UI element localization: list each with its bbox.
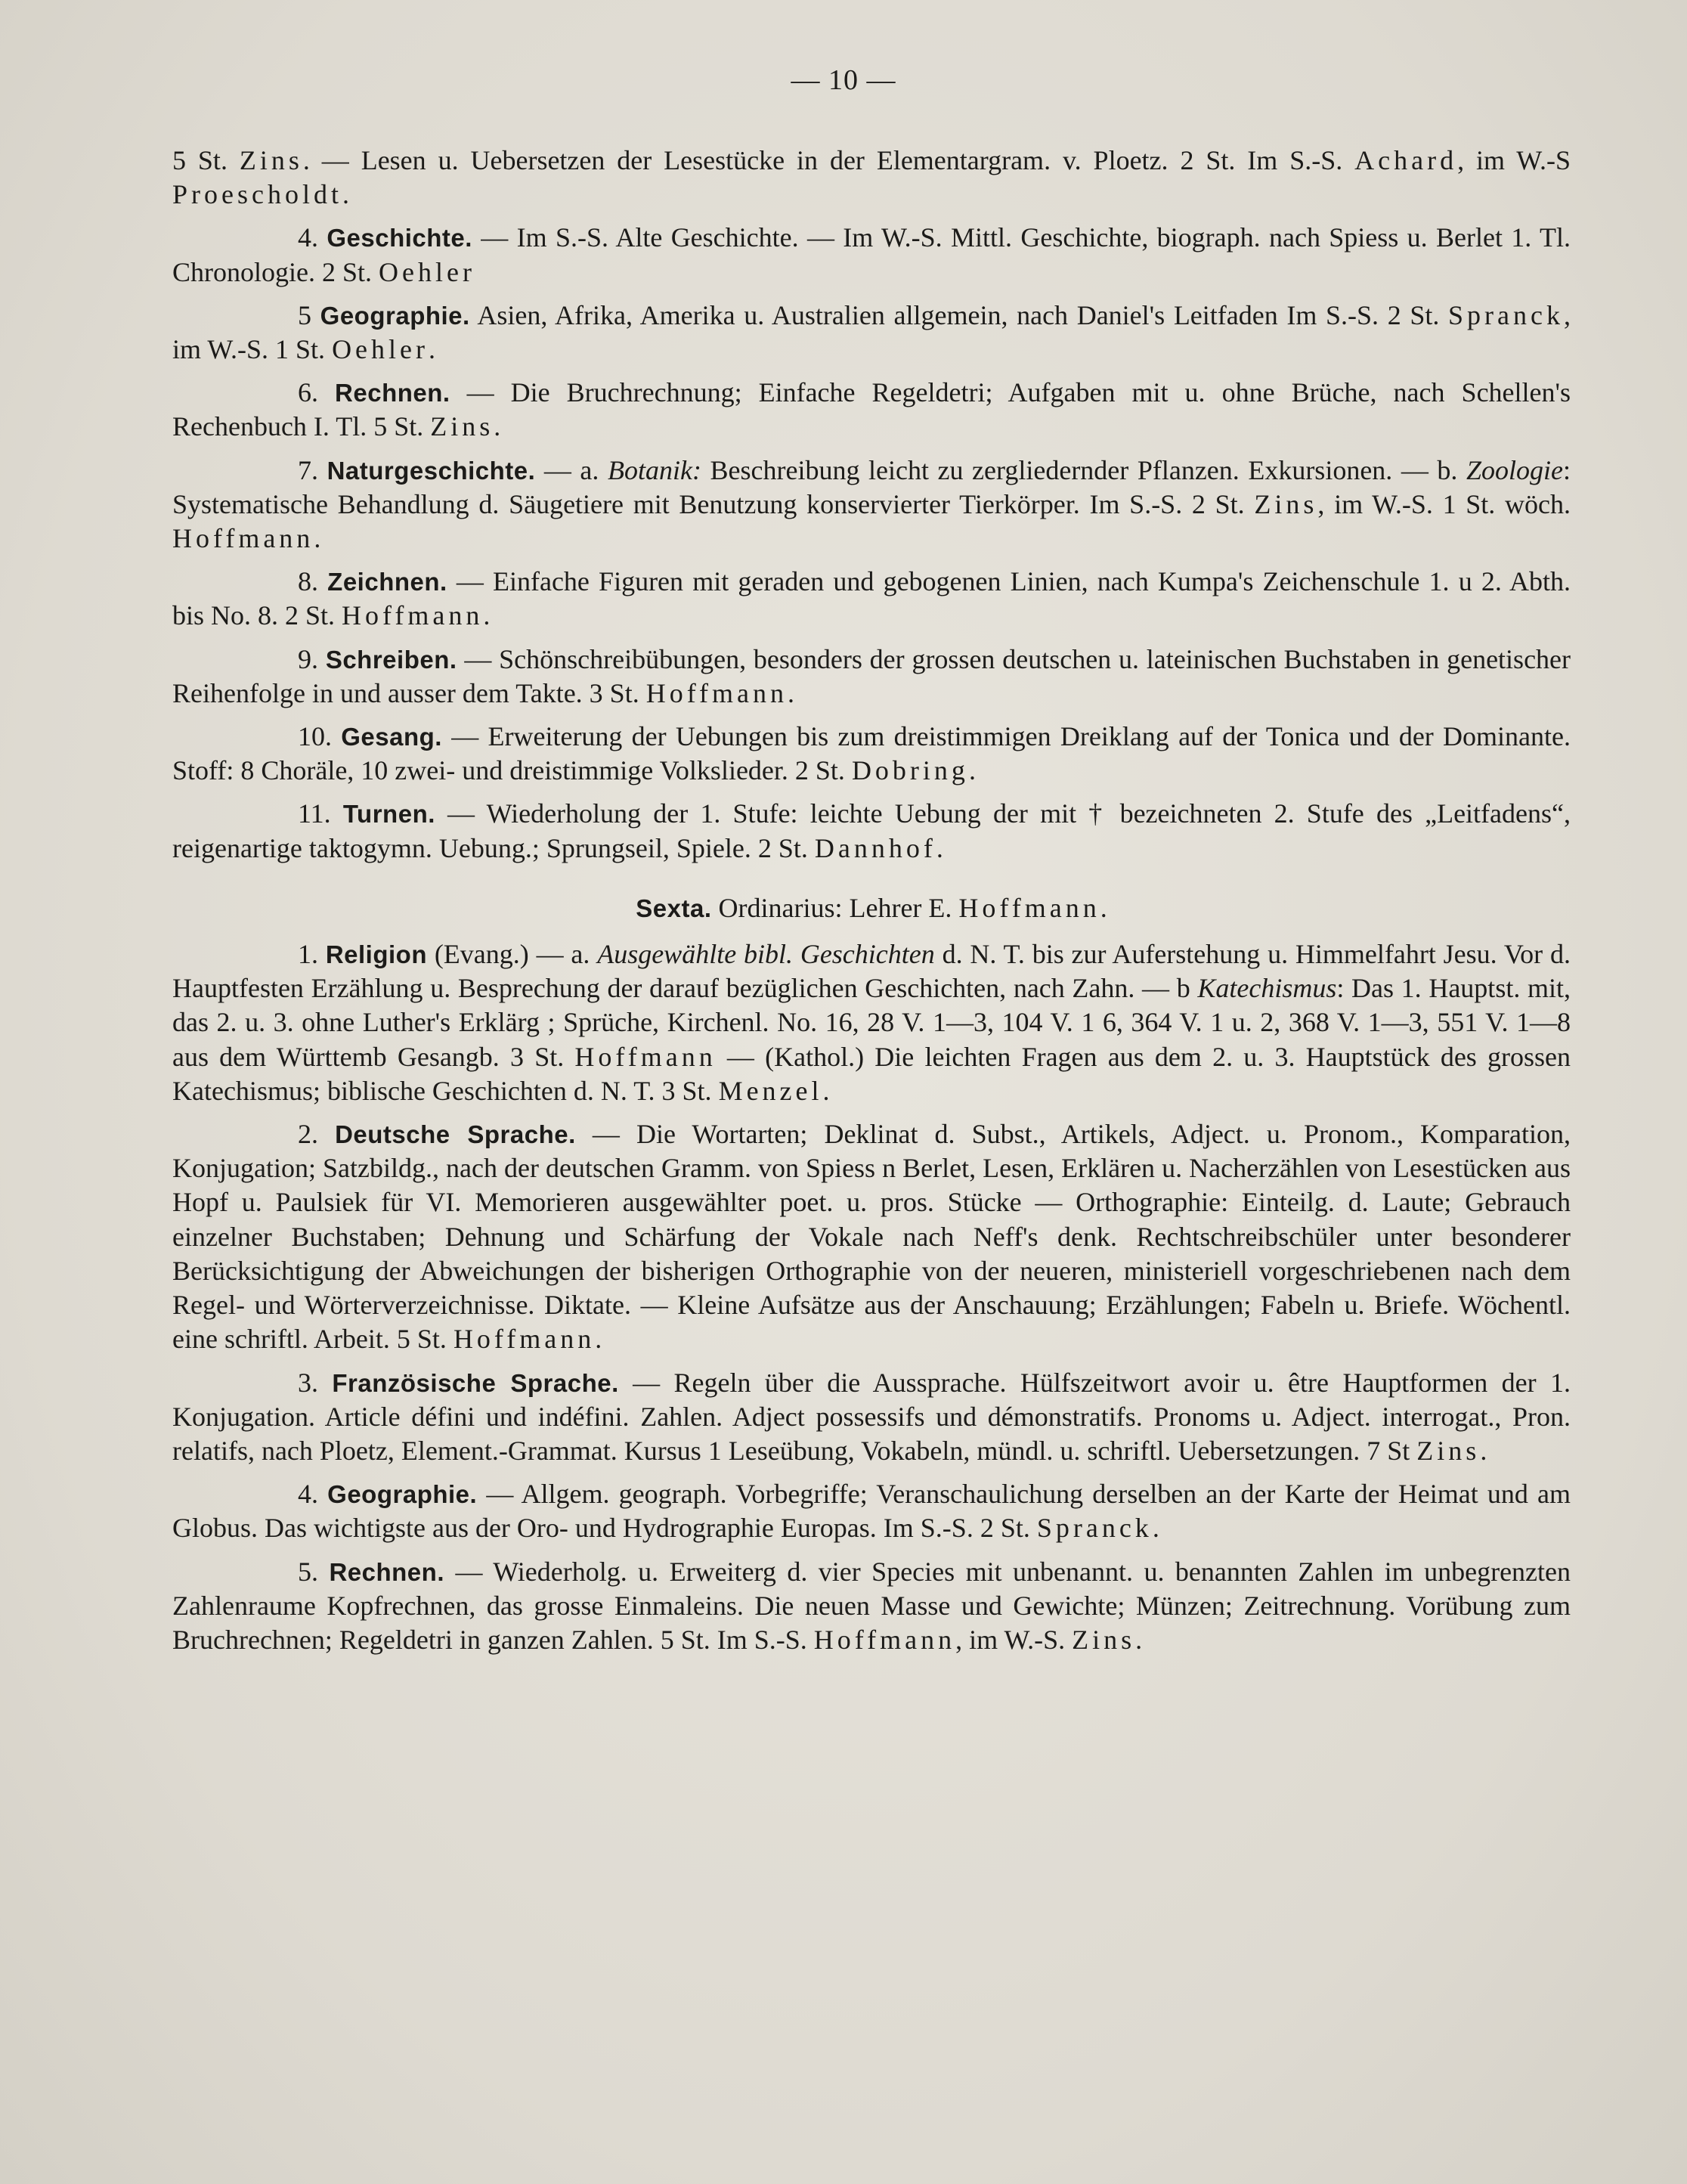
paragraph-turnen: [172, 797, 1571, 865]
subject-heading: Schreiben.: [325, 645, 457, 674]
spaced-name: Spranck: [1036, 1513, 1153, 1544]
text-run: 11.: [298, 798, 343, 829]
text-run: .: [788, 677, 795, 708]
spaced-name: Achard: [1354, 145, 1458, 175]
spaced-name: Zins: [430, 411, 494, 442]
text-run: — Die Bruchrechnung; Einfache Regeldetri; Aufgaben mit u. ohne Brüche, nach Schellen's Rechenbuch I. Tl. 5 St.: [172, 377, 1571, 442]
page-body: [172, 0, 1571, 1666]
subject-heading: Geographie.: [320, 301, 470, 330]
spaced-name: Hoffmann: [172, 523, 314, 554]
text-run: 5.: [298, 1556, 330, 1587]
text-run: — a.: [535, 454, 608, 485]
text-run: .: [494, 411, 501, 442]
text-run: Ordinarius: Lehrer E.: [711, 892, 959, 923]
text-run: .: [1135, 1624, 1143, 1655]
paragraph-rechnen: [172, 376, 1571, 444]
subject-heading: Religion: [325, 940, 427, 969]
subject-heading: Rechnen.: [329, 1557, 444, 1586]
italic-term: Katechismus: [1197, 973, 1337, 1004]
text-run: 5: [298, 299, 320, 330]
text-run: 8.: [298, 566, 328, 597]
section-heading-sexta: [172, 891, 1571, 925]
text-run: .: [822, 1075, 830, 1106]
spaced-name: Hoffmann: [645, 677, 788, 708]
text-run: .: [483, 600, 491, 631]
subject-heading: Naturgeschichte.: [327, 456, 536, 485]
text-run: .: [314, 523, 321, 554]
text-run: .: [342, 179, 349, 210]
spaced-name: Hoffmann: [574, 1041, 717, 1072]
text-run: d. N. T. bis zur Auferstehung u. Himmelfahrt Jesu. Vor d. Hauptfesten Erzählung u. Besprechung der darauf bezüglichen Geschichten, nach Zahn. — b: [172, 939, 1571, 1004]
text-run: : Systematische Behandlung d. Säugetiere mit Benutzung konservierter Tierkörper. Im S.-S. 2 St.: [172, 454, 1571, 519]
text-run: — Schönschreibübungen, besonders der grossen deutschen u. lateinischen Buchstaben in genetischer Reihenfolge in und ausser dem Takte. 3 St.: [172, 643, 1571, 708]
spaced-name: Spranck: [1448, 299, 1564, 330]
text-run: 7.: [298, 454, 327, 485]
text-run: .: [968, 755, 976, 786]
spaced-name: Oehler: [332, 334, 429, 365]
paragraph-latin-continuation: [172, 144, 1571, 212]
text-run: : Das 1. Hauptst. mit, das 2. u. 3. ohne Luther's Erklärg ; Sprüche, Kirchenl. No. 16, 28 V. 1—3, 104 V. 1 6, 364 V. 1 u. 2, 368 V. 1—3, 551 V. 1—8 aus dem Württemb Gesangb. 3 St.: [172, 973, 1571, 1072]
subject-heading: Geographie.: [327, 1480, 478, 1509]
spaced-name: Menzel: [718, 1075, 823, 1106]
subject-heading: Turnen.: [342, 800, 435, 829]
spaced-name: Zins: [1416, 1435, 1481, 1466]
text-run: — Wiederholung der 1. Stufe: leichte Uebung der mit † bezeichneten 2. Stufe des „Leitfadens“, reigenartige taktogymn. Uebung.; Sprungseil, Spiele. 2 St.: [172, 798, 1571, 863]
spaced-name: Zins: [1072, 1624, 1136, 1655]
spaced-name: Dannhof: [814, 832, 936, 863]
text-run: — Regeln über die Aussprache. Hülfszeitwort avoir u. être Hauptformen der 1. Konjugation. Article défini und indéfini. Zahlen. Adject possessifs und démonstratifs. Pronoms u. Adject. interrogat., Pron. relatifs, nach Ploetz, Element.-Grammat. Kursus 1 Leseübung, Vokabeln, mündl. u. schriftl. Uebersetzungen. 7 St: [172, 1367, 1571, 1466]
text-run: (Evang.) — a.: [427, 939, 598, 970]
spaced-name: Proescholdt: [172, 179, 342, 210]
text-run: .: [595, 1324, 602, 1355]
paragraph-zeichnen: [172, 565, 1571, 633]
paragraph-religion: [172, 937, 1571, 1108]
spaced-name: Hoffmann: [453, 1324, 596, 1355]
text-run: — Wiederholg. u. Erweiterg d. vier Species mit unbenannt. u. benannten Zahlen im unbegrenzten Zahlenraume Kopfrechnen, das grosse Einmaleins. Die neuen Masse und Gewichte; Münzen; Zeitrechnung. Vorübung zum Bruchrechnen; Regeldetri in ganzen Zahlen. 5 St. Im S.-S.: [172, 1556, 1571, 1655]
text-run: Beschreibung leicht zu zergliedernder Pflanzen. Exkursionen. — b.: [701, 454, 1466, 485]
text-run: . — Lesen u. Uebersetzen der Lesestücke in der Elementargram. v. Ploetz. 2 St. Im S.-S.: [302, 145, 1355, 175]
spaced-name: Hoffmann: [813, 1624, 956, 1655]
text-run: .: [429, 334, 436, 365]
spaced-name: Dobring: [851, 755, 969, 786]
italic-term: Ausgewählte bibl. Geschichten: [597, 939, 935, 970]
spaced-name: Hoffmann: [958, 892, 1100, 923]
subject-heading: Rechnen.: [335, 379, 450, 407]
text-run: — Erweiterung der Uebungen bis zum dreistimmigen Dreiklang auf der Tonica und der Dominante. Stoff: 8 Choräle, 10 zwei- und dreistimmige Volkslieder. 2 St.: [172, 721, 1571, 786]
text-run: 4.: [298, 1479, 328, 1510]
paragraph-rechnen-sexta: [172, 1555, 1571, 1658]
text-run: .: [936, 832, 943, 863]
text-run: 9.: [298, 643, 326, 674]
text-run: .: [1100, 892, 1107, 923]
paragraph-geographie: [172, 299, 1571, 367]
text-run: — (Kathol.) Die leichten Fragen aus dem 2. u. 3. Hauptstück des grossen Katechismus; biblische Geschichten d. N. T. 3 St.: [172, 1041, 1571, 1106]
text-run: , im W.-S. 1 St.: [172, 299, 1571, 365]
paragraph-gesang: [172, 720, 1571, 788]
text-run: Asien, Afrika, Amerika u. Australien allgemein, nach Daniel's Leitfaden Im S.-S. 2 St.: [469, 299, 1449, 330]
text-run: 10.: [298, 721, 342, 752]
subject-heading: Gesang.: [341, 723, 442, 751]
text-run: 2.: [298, 1119, 336, 1150]
text-run: — Die Wortarten; Deklinat d. Subst., Artikels, Adject. u. Pronom., Komparation, Konjugation; Satzbildg., nach der deutschen Gramm. von Spiess n Berlet, Lesen, Erklären u. Nacherzählen von Lesestücken aus Hopf u. Paulsiek für VI. Memorieren ausgewählter poet. u. pros. Stücke — Orthographie: Einteilg. d. Laute; Gebrauch einzelner Buchstaben; Dehnung und Schärfung der Vokale nach Neff's denk. Rechtschreibschüler unter besonderer Berücksichtigung der Abweichungen der bisherigen Orthographie von der neueren, ministeriell vorgeschriebenen nach dem Regel- und Wörterverzeichnisse. Diktate. — Kleine Aufsätze aus der Anschauung; Erzählungen; Fabeln u. Briefe. Wöchentl. eine schriftl. Arbeit. 5 St.: [172, 1119, 1571, 1355]
subject-heading: Zeichnen.: [327, 568, 447, 596]
spaced-name: Oehler: [379, 256, 475, 287]
text-run: , im W.-S. 1 St. wöch.: [1317, 488, 1571, 519]
paragraph-geographie-sexta: [172, 1477, 1571, 1545]
spaced-name: Zins: [239, 145, 303, 175]
italic-term: Zoologie: [1466, 454, 1563, 485]
paragraph-franzoesische-sprache: [172, 1366, 1571, 1469]
subject-heading: Französische Sprache.: [332, 1368, 619, 1397]
spaced-name: Zins: [1254, 488, 1318, 519]
text-run: , im W.-S: [1457, 145, 1571, 175]
subject-heading: Sexta.: [636, 894, 712, 922]
text-run: .: [1152, 1513, 1159, 1544]
paragraph-deutsche-sprache: [172, 1117, 1571, 1356]
text-run: 1.: [298, 939, 326, 970]
text-run: 3.: [298, 1367, 333, 1398]
top-spacer: [172, 0, 1571, 144]
paragraph-schreiben: [172, 643, 1571, 711]
spaced-name: Hoffmann: [342, 600, 484, 631]
text-run: 5 St.: [172, 145, 240, 175]
text-run: 6.: [298, 377, 336, 408]
italic-term: Botanik:: [607, 454, 701, 485]
subject-heading: Geschichte.: [327, 224, 472, 252]
subject-heading: Deutsche Sprache.: [335, 1120, 576, 1149]
text-run: — Allgem. geograph. Vorbegriffe; Veranschaulichung derselben an der Karte der Heimat und am Globus. Das wichtigste aus der Oro- und Hydrographie Europas. Im S.-S. 2 St.: [172, 1479, 1571, 1544]
paragraph-geschichte: [172, 221, 1571, 289]
text-run: , im W.-S.: [955, 1624, 1073, 1655]
text-run: — Im S.-S. Alte Geschichte. — Im W.-S. Mittl. Geschichte, biograph. nach Spiess u. Berlet 1. Tl. Chronologie. 2 St.: [172, 222, 1571, 287]
text-run: 4.: [298, 222, 327, 253]
text-run: — Einfache Figuren mit geraden und gebogenen Linien, nach Kumpa's Zeichenschule 1. u 2. Abth. bis No. 8. 2 St.: [172, 566, 1571, 631]
paragraph-naturgeschichte: [172, 454, 1571, 556]
text-run: .: [1480, 1435, 1487, 1466]
page-number: — 10 —: [791, 64, 896, 96]
